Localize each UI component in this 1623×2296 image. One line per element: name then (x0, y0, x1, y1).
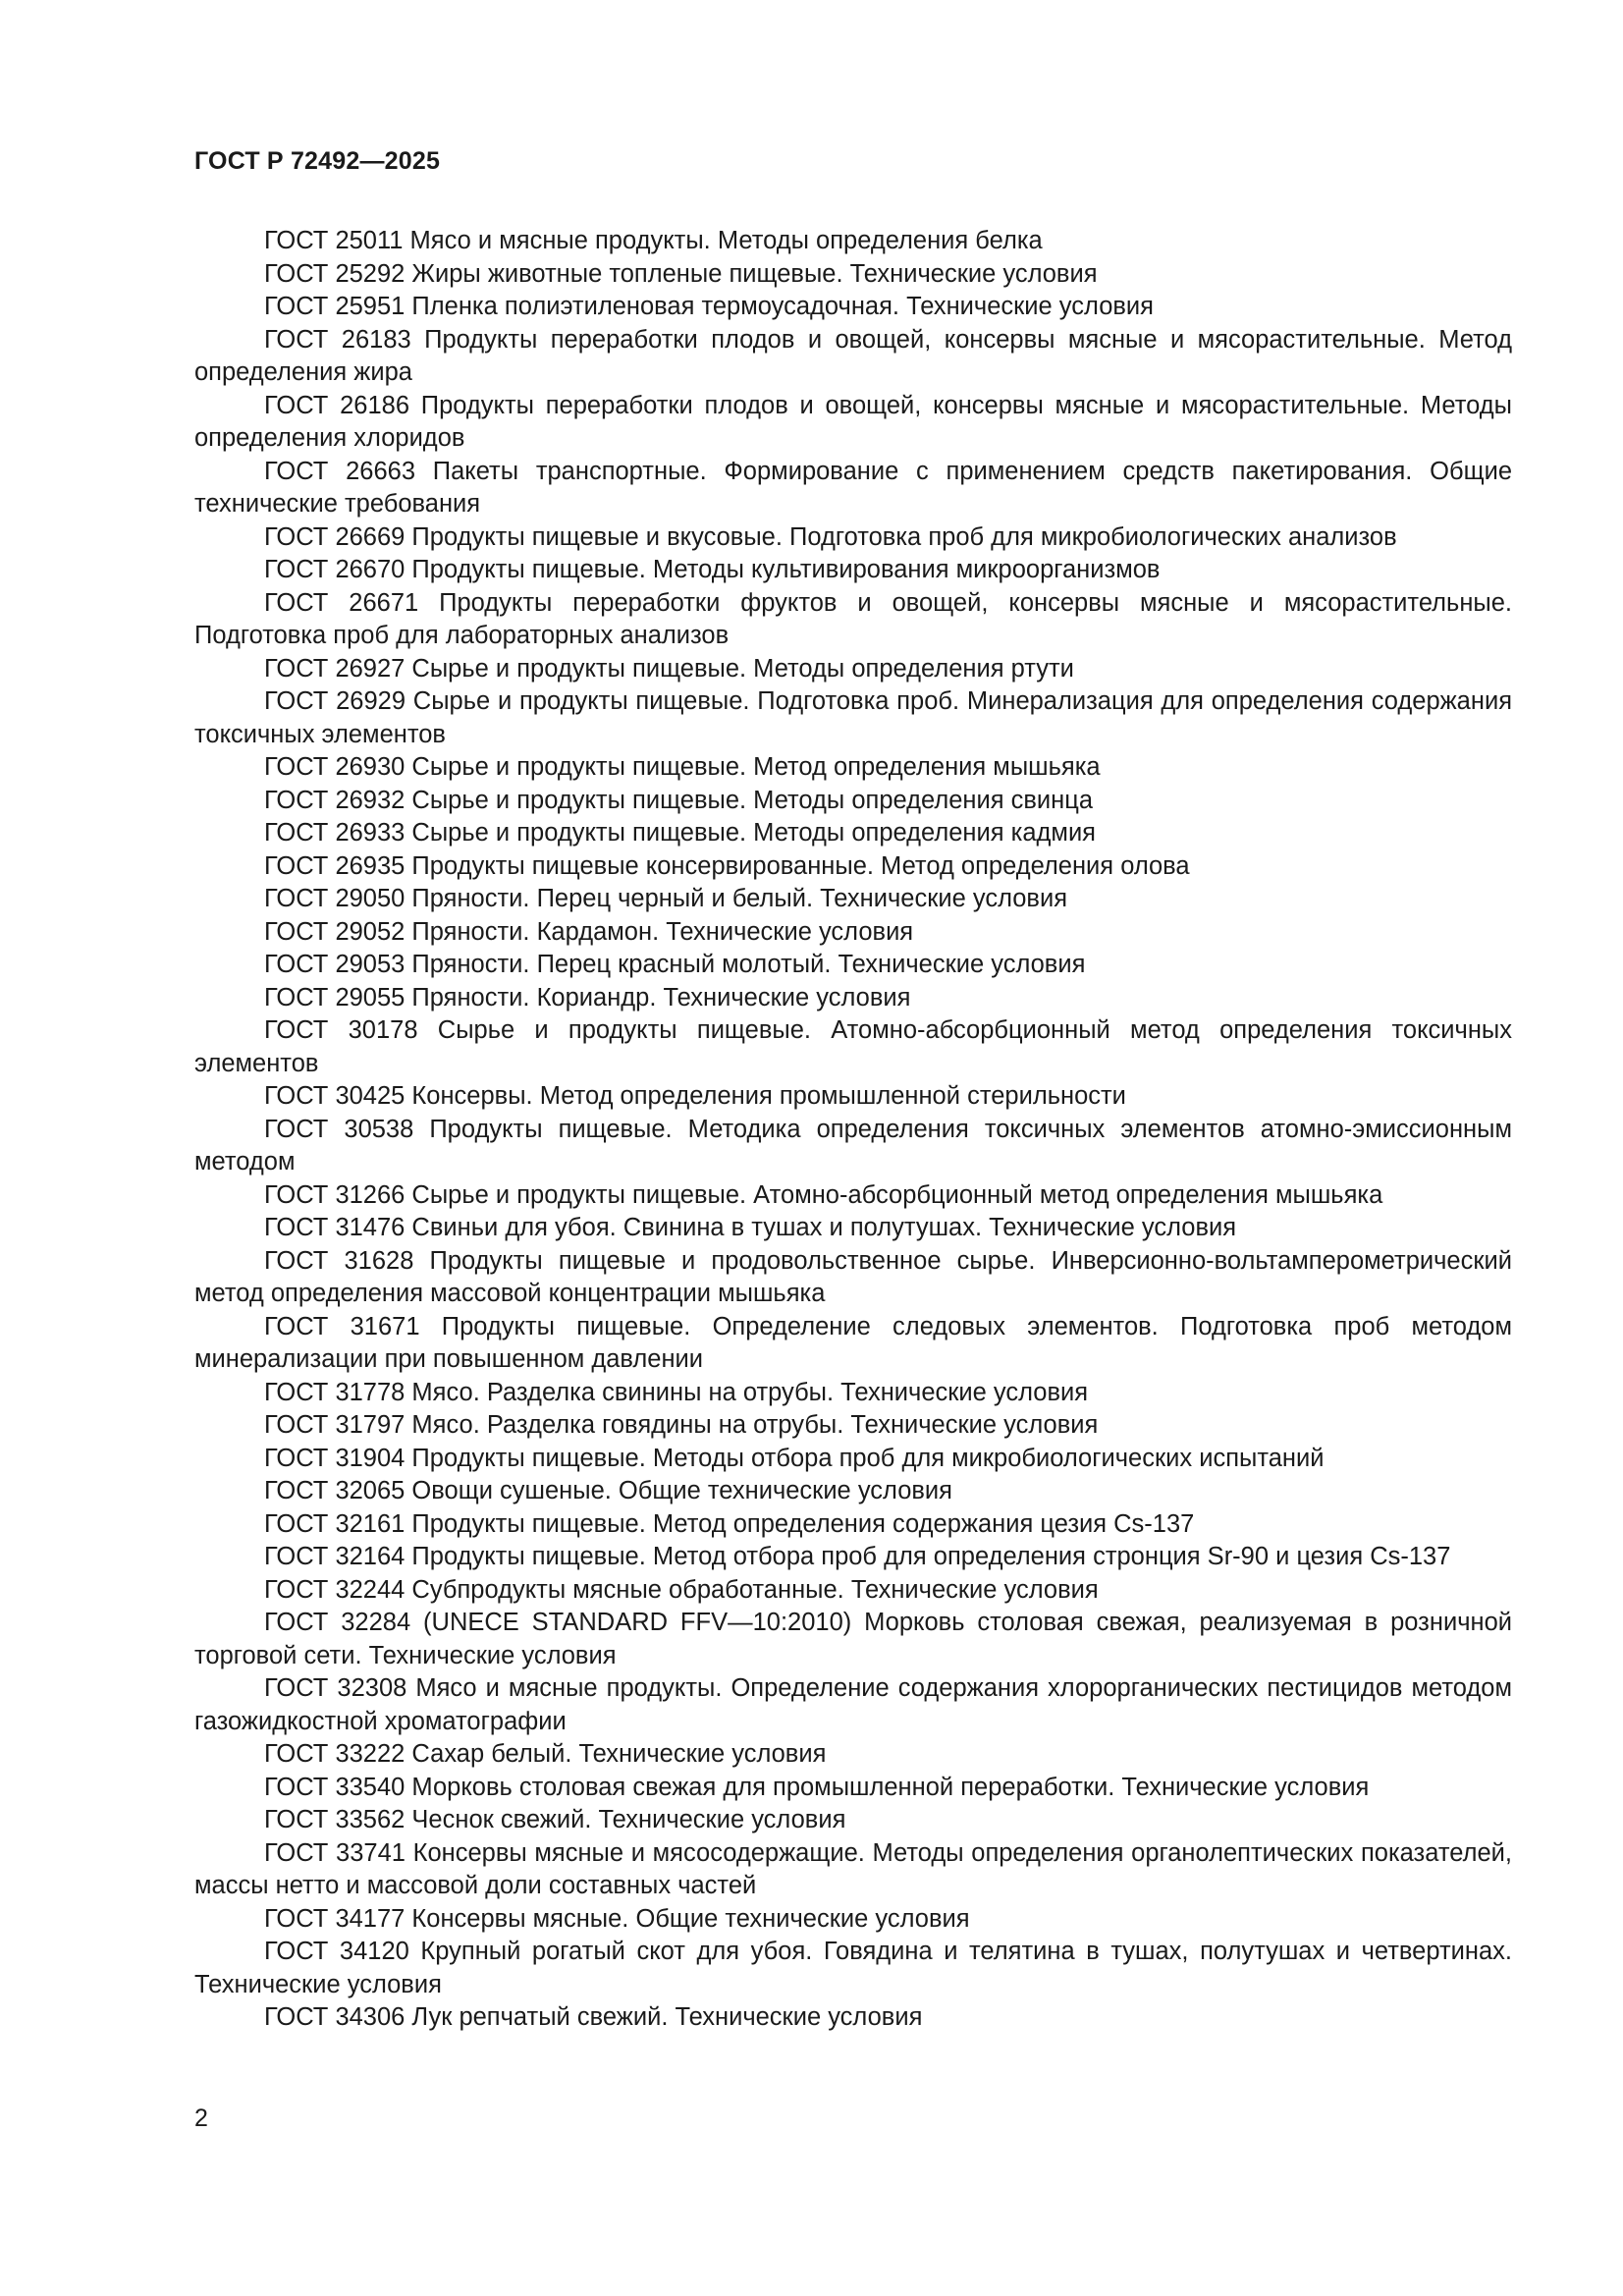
reference-item: ГОСТ 30178 Сырье и продукты пищевые. Атомно-абсорбционный метод определения токсичных элементов (194, 1016, 1512, 1077)
reference-item: ГОСТ 29055 Пряности. Кориандр. Технические условия (264, 983, 911, 1011)
reference-item: ГОСТ 29050 Пряности. Перец черный и белый. Технические условия (264, 885, 1068, 912)
reference-item: ГОСТ 34120 Крупный рогатый скот для убоя. Говядина и телятина в тушах, полутушах и четвертинах. Технические условия (194, 1938, 1512, 1998)
reference-item: ГОСТ 26671 Продукты переработки фруктов и овощей, консервы мясные и мясорастительные. Подготовка проб для лабораторных анализов (194, 588, 1512, 649)
reference-item: ГОСТ 33562 Чеснок свежий. Технические условия (264, 1806, 846, 1833)
reference-item: ГОСТ 25951 Пленка полиэтиленовая термоусадочная. Технические условия (264, 293, 1154, 320)
reference-item: ГОСТ 32164 Продукты пищевые. Метод отбора проб для определения стронция Sr-90 и цезия Cs-137 (264, 1543, 1451, 1570)
reference-item: ГОСТ 26929 Сырье и продукты пищевые. Подготовка проб. Минерализация для определения содержания токсичных элементов (194, 687, 1512, 748)
reference-item: ГОСТ 31904 Продукты пищевые. Методы отбора проб для микробиологических испытаний (264, 1444, 1325, 1472)
reference-item: ГОСТ 31797 Мясо. Разделка говядины на отрубы. Технические условия (264, 1411, 1099, 1439)
reference-item: ГОСТ 29053 Пряности. Перец красный молотый. Технические условия (264, 951, 1086, 978)
reference-item: ГОСТ 32244 Субпродукты мясные обработанные. Технические условия (264, 1575, 1099, 1604)
reference-item: ГОСТ 33741 Консервы мясные и мясосодержащие. Методы определения органолептических показателей, массы нетто и массовой доли составных частей (194, 1838, 1512, 1899)
reference-item: ГОСТ 34306 Лук репчатый свежий. Технические условия (264, 2003, 923, 2031)
reference-item: ГОСТ 31628 Продукты пищевые и продовольственное сырье. Инверсионно-вольтамперометрический метод определения массовой концентрации мышьяка (194, 1246, 1512, 1307)
reference-item: ГОСТ 25292 Жиры животные топленые пищевые. Технические условия (264, 259, 1098, 288)
reference-item: ГОСТ 31671 Продукты пищевые. Определение следовых элементов. Подготовка проб методом минерализации при повышенном давлении (194, 1312, 1512, 1373)
reference-item: ГОСТ 26932 Сырье и продукты пищевые. Методы определения свинца (264, 786, 1094, 814)
reference-item: ГОСТ 26669 Продукты пищевые и вкусовые. Подготовка проб для микробиологических анализов (264, 522, 1397, 551)
reference-item: ГОСТ 29052 Пряности. Кардамон. Технические условия (264, 917, 914, 946)
reference-item: ГОСТ 32284 (UNECE STANDARD FFV—10:2010) Морковь столовая свежая, реализуемая в розничной торговой сети. Технические условия (194, 1609, 1512, 1669)
reference-item: ГОСТ 34177 Консервы мясные. Общие технические условия (264, 1904, 970, 1933)
reference-item: ГОСТ 31266 Сырье и продукты пищевые. Атомно-абсорбционный метод определения мышьяка (264, 1180, 1383, 1209)
reference-item: ГОСТ 26186 Продукты переработки плодов и овощей, консервы мясные и мясорастительные. Методы определения хлоридов (194, 391, 1512, 452)
document-header: ГОСТ Р 72492—2025 (194, 147, 441, 175)
reference-item: ГОСТ 33540 Морковь столовая свежая для промышленной переработки. Технические условия (264, 1773, 1370, 1801)
reference-item: ГОСТ 26670 Продукты пищевые. Методы культивирования микроорганизмов (264, 556, 1161, 583)
reference-item: ГОСТ 31476 Свиньи для убоя. Свинина в тушах и полутушах. Технические условия (264, 1214, 1237, 1241)
reference-item: ГОСТ 26930 Сырье и продукты пищевые. Метод определения мышьяка (264, 753, 1101, 781)
reference-item: ГОСТ 26933 Сырье и продукты пищевые. Методы определения кадмия (264, 819, 1096, 847)
reference-item: ГОСТ 26663 Пакеты транспортные. Формирование с применением средств пакетирования. Общие технические требования (194, 457, 1512, 518)
reference-item: ГОСТ 26927 Сырье и продукты пищевые. Методы определения ртути (264, 654, 1074, 683)
reference-item: ГОСТ 26183 Продукты переработки плодов и овощей, консервы мясные и мясорастительные. Метод определения жира (194, 325, 1512, 386)
reference-item: ГОСТ 26935 Продукты пищевые консервированные. Метод определения олова (264, 851, 1190, 880)
reference-item: ГОСТ 31778 Мясо. Разделка свинины на отрубы. Технические условия (264, 1378, 1089, 1406)
reference-item: ГОСТ 32308 Мясо и мясные продукты. Определение содержания хлорорганических пестицидов методом газожидкостной хроматографии (194, 1674, 1512, 1735)
reference-item: ГОСТ 32161 Продукты пищевые. Метод определения содержания цезия Cs-137 (264, 1509, 1195, 1538)
reference-item: ГОСТ 25011 Мясо и мясные продукты. Методы определения белка (264, 227, 1043, 254)
reference-item: ГОСТ 30538 Продукты пищевые. Методика определения токсичных элементов атомно-эмиссионным методом (194, 1115, 1512, 1175)
normative-references-list (194, 225, 1512, 2035)
page-number: 2 (194, 2105, 208, 2132)
reference-item: ГОСТ 30425 Консервы. Метод определения промышленной стерильности (264, 1082, 1126, 1110)
reference-item: ГОСТ 32065 Овощи сушеные. Общие технические условия (264, 1477, 952, 1504)
reference-item: ГОСТ 33222 Сахар белый. Технические условия (264, 1740, 827, 1768)
